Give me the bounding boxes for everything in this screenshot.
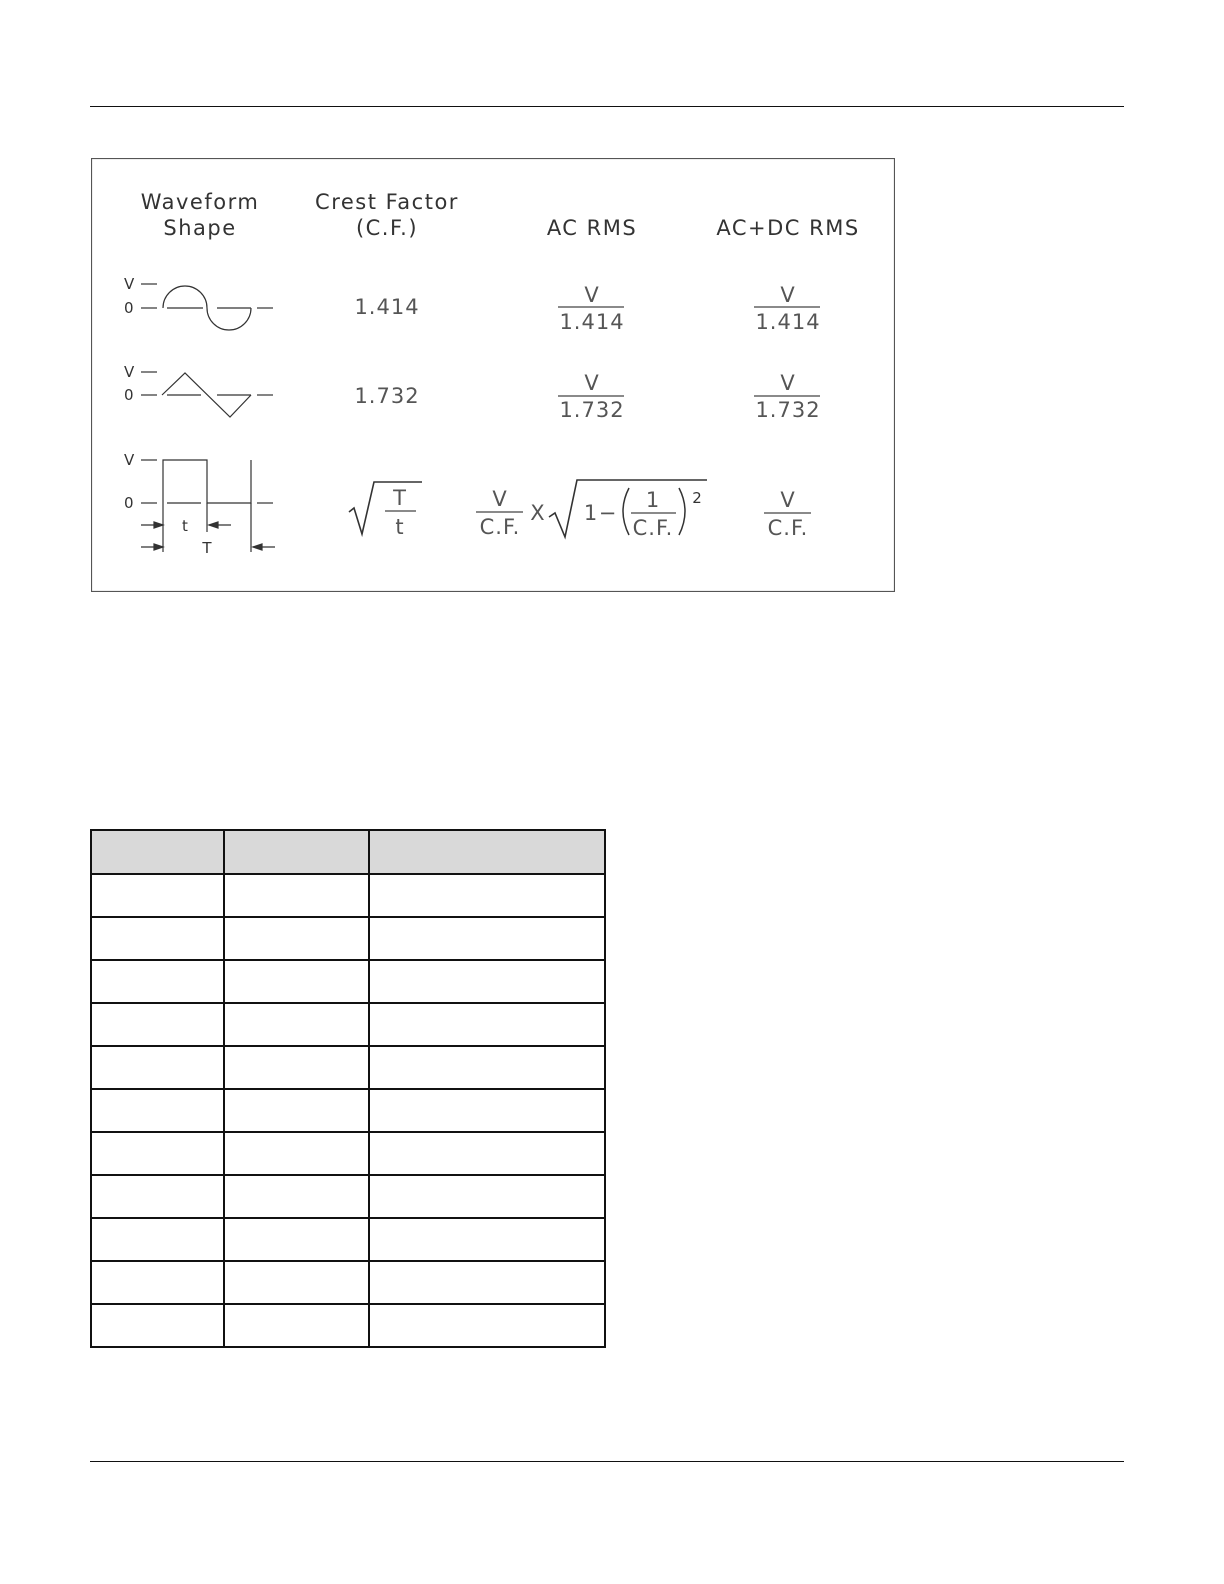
table-row	[91, 1175, 605, 1218]
table-cell	[369, 1003, 605, 1046]
triangle-ac-denominator: 1.732	[559, 398, 625, 422]
table-cell	[91, 1132, 224, 1175]
waveform-header-line1: Waveform	[140, 190, 260, 214]
pulse-width-label: t	[182, 517, 188, 535]
table-cell	[91, 1304, 224, 1347]
table-cell	[224, 1089, 369, 1132]
pulse-ac-one: 1	[583, 501, 599, 525]
table-cell	[369, 1261, 605, 1304]
table-row	[91, 960, 605, 1003]
table-cell	[224, 960, 369, 1003]
triangle-acdc-numerator: V	[780, 371, 796, 395]
pulse-ac-minus: −	[598, 501, 618, 525]
crest-factor-header-line1: Crest Factor	[315, 190, 459, 214]
bottom-rule	[90, 1461, 1124, 1462]
triangle-ac-numerator: V	[584, 371, 600, 395]
table-row	[91, 1132, 605, 1175]
table-cell	[224, 1175, 369, 1218]
triangle-zero-label: 0	[124, 386, 134, 404]
pulse-ac-numerator: V	[492, 487, 508, 511]
pulse-ac-inner-denominator: C.F.	[632, 516, 674, 540]
ac-rms-header: AC RMS	[546, 216, 638, 240]
table-row	[91, 1089, 605, 1132]
table-cell	[91, 960, 224, 1003]
table-cell	[91, 1003, 224, 1046]
pulse-acdc-numerator: V	[780, 488, 796, 512]
pulse-ac-inner-numerator: 1	[645, 488, 661, 512]
sine-zero-label: 0	[124, 299, 134, 317]
table-cell	[369, 1046, 605, 1089]
sine-ac-denominator: 1.414	[559, 310, 625, 334]
table-cell	[91, 917, 224, 960]
table-cell	[369, 960, 605, 1003]
table-row	[91, 1003, 605, 1046]
table-row	[91, 917, 605, 960]
sine-ac-numerator: V	[584, 283, 600, 307]
crest-factor-header-line2: (C.F.)	[355, 216, 419, 240]
table-cell	[224, 1003, 369, 1046]
table-row	[91, 1046, 605, 1089]
table-header-cell	[224, 830, 369, 874]
pulse-acdc-denominator: C.F.	[767, 516, 809, 540]
waveform-header-line2: Shape	[163, 216, 237, 240]
sine-acdc-denominator: 1.414	[755, 310, 821, 334]
pulse-ac-power: 2	[692, 489, 702, 507]
table-cell	[369, 1175, 605, 1218]
acdc-rms-header: AC+DC RMS	[716, 216, 860, 240]
triangle-acdc-denominator: 1.732	[755, 398, 821, 422]
pulse-period-label: T	[202, 539, 212, 557]
table-cell	[369, 1218, 605, 1261]
table-cell	[369, 1304, 605, 1347]
sine-acdc-numerator: V	[780, 283, 796, 307]
table-cell	[91, 1089, 224, 1132]
table-header-cell	[369, 830, 605, 874]
pulse-zero-label: 0	[124, 494, 134, 512]
table-cell	[224, 1132, 369, 1175]
table-cell	[224, 1046, 369, 1089]
table-cell	[369, 1089, 605, 1132]
table-row	[91, 1218, 605, 1261]
sine-v-label: V	[124, 275, 135, 293]
top-rule	[90, 106, 1124, 107]
table-header-row	[91, 830, 605, 874]
table-cell	[91, 1046, 224, 1089]
table-row	[91, 874, 605, 917]
triangle-v-label: V	[124, 363, 135, 381]
table-cell	[224, 874, 369, 917]
table-row	[91, 1304, 605, 1347]
waveform-figure	[91, 158, 895, 592]
table-cell	[91, 874, 224, 917]
table-cell	[224, 1304, 369, 1347]
table-cell	[224, 1218, 369, 1261]
data-table	[90, 829, 606, 1348]
table-cell	[369, 874, 605, 917]
sine-crest-factor: 1.414	[354, 295, 420, 319]
table-cell	[224, 917, 369, 960]
triangle-crest-factor: 1.732	[354, 384, 420, 408]
table-cell	[91, 1261, 224, 1304]
pulse-ac-times: X	[530, 501, 546, 525]
table-cell	[369, 1132, 605, 1175]
table-cell	[91, 1218, 224, 1261]
table-row	[91, 1261, 605, 1304]
pulse-ac-denominator: C.F.	[479, 515, 521, 539]
pulse-v-label: V	[124, 451, 135, 469]
table-cell	[369, 917, 605, 960]
table-cell	[91, 1175, 224, 1218]
table-header-cell	[91, 830, 224, 874]
pulse-crest-denominator: t	[395, 515, 405, 539]
pulse-crest-numerator: T	[393, 486, 407, 510]
table-cell	[224, 1261, 369, 1304]
